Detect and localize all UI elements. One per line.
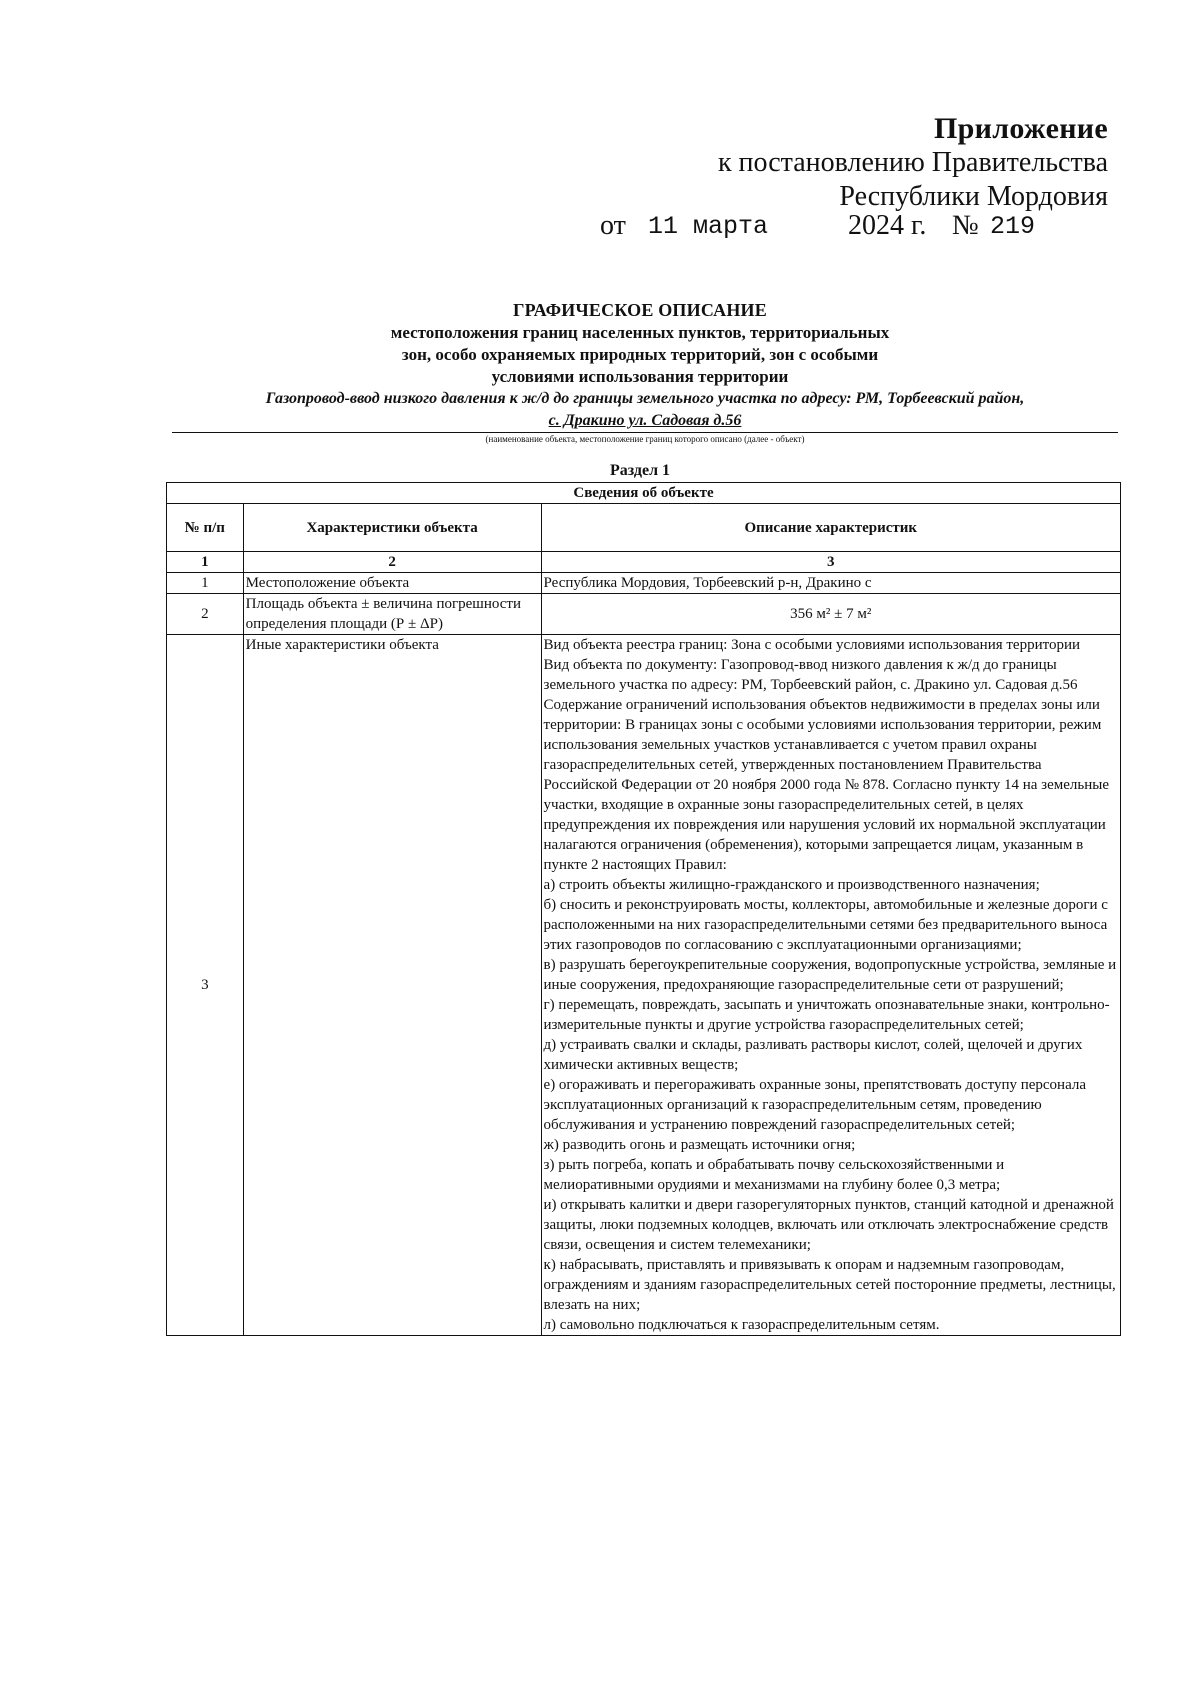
number-sign: № bbox=[952, 210, 979, 241]
object-name-line-2: с. Дракино ул. Садовая д.56 bbox=[548, 412, 742, 429]
column-number-2: 2 bbox=[243, 552, 541, 573]
row-number: 1 bbox=[167, 573, 244, 594]
row-description: Республика Мордовия, Торбеевский р-н, Дракино с bbox=[541, 573, 1120, 594]
column-number-1: 1 bbox=[167, 552, 244, 573]
decree-date-row bbox=[0, 210, 1200, 244]
object-name-underline bbox=[172, 432, 1118, 433]
restriction-item: в) разрушать берегоукрепительные сооружения, водопропускные устройства, земляные и иные сооружения, предохраняющие газораспределительные сети от разрушений; bbox=[543, 957, 1117, 993]
restriction-item: ж) разводить огонь и размещать источники огня; bbox=[543, 1137, 856, 1153]
restriction-item: з) рыть погреба, копать и обрабатывать почву сельскохозяйственными и мелиоративными орудиями и механизмами на глубину более 0,3 метра; bbox=[543, 1157, 1005, 1193]
object-name-line-1: Газопровод-ввод низкого давления к ж/д до границы земельного участка по адресу: РМ, Торбеевский район, bbox=[265, 390, 1025, 407]
document-heading bbox=[160, 298, 1120, 388]
appendix-line-1: к постановлению Правительства bbox=[717, 147, 1108, 178]
table-title: Сведения об объекте bbox=[167, 483, 1121, 504]
restriction-item: д) устраивать свалки и склады, разливать растворы кислот, солей, щелочей и других химически активных веществ; bbox=[543, 1037, 1083, 1073]
column-header-characteristic: Характеристики объекта bbox=[243, 504, 541, 552]
restriction-item: г) перемещать, повреждать, засыпать и уничтожать опознавательные знаки, контрольно-измерительные пункты и другие устройства газораспределительных сетей; bbox=[543, 997, 1110, 1033]
decree-number: 219 bbox=[990, 212, 1036, 241]
heading-subtitle-line: условиями использования территории bbox=[491, 367, 789, 386]
restriction-item: а) строить объекты жилищно-гражданского и производственного назначения; bbox=[543, 877, 1040, 893]
row-characteristic: Иные характеристики объекта bbox=[243, 635, 541, 1336]
appendix-block bbox=[718, 112, 1108, 214]
object-info-table bbox=[166, 482, 1121, 1336]
description-paragraph: Вид объекта по документу: Газопровод-ввод низкого давления к ж/д до границы земельного участка по адресу: РМ, Торбеевский район, с. Дракино ул. Садовая д.56 bbox=[543, 657, 1078, 693]
restriction-item: и) открывать калитки и двери газорегуляторных пунктов, станций катодной и дренажной защиты, люки подземных колодцев, включать или отключать электроснабжение средств связи, освещения и систем телемеханики; bbox=[543, 1197, 1114, 1253]
heading-subtitle-line: местоположения границ населенных пунктов, территориальных bbox=[390, 323, 890, 342]
row-description: 356 м² ± 7 м² bbox=[541, 594, 1120, 635]
object-name-caption: (наименование объекта, местоположение границ которого описано (далее - объект) bbox=[485, 434, 805, 444]
heading-title: ГРАФИЧЕСКОЕ ОПИСАНИЕ bbox=[513, 300, 767, 320]
row-description bbox=[541, 635, 1120, 1336]
section-label: Раздел 1 bbox=[609, 462, 671, 479]
column-header-number: № п/п bbox=[167, 504, 244, 552]
restriction-item: л) самовольно подключаться к газораспределительным сетям. bbox=[543, 1317, 940, 1333]
appendix-title: Приложение bbox=[934, 112, 1108, 145]
from-label: от bbox=[600, 210, 626, 241]
row-characteristic: Местоположение объекта bbox=[243, 573, 541, 594]
appendix-line-2: Республики Мордовия bbox=[839, 181, 1108, 212]
table-row bbox=[167, 635, 1121, 1336]
heading-subtitle-line: зон, особо охраняемых природных территорий, зон с особыми bbox=[401, 345, 879, 364]
row-characteristic: Площадь объекта ± величина погрешности определения площади (Р ± ΔР) bbox=[243, 594, 541, 635]
table-row bbox=[167, 573, 1121, 594]
object-name bbox=[170, 388, 1120, 432]
restriction-item: е) огораживать и перегораживать охранные зоны, препятствовать доступу персонала эксплуатационных организаций к газораспределительным сетям, проведению обслуживания и устранению повреждений газораспределительных сетей; bbox=[543, 1077, 1087, 1133]
column-number-3: 3 bbox=[541, 552, 1120, 573]
restriction-item: б) сносить и реконструировать мосты, коллекторы, автомобильные и железные дороги с расположенными на них газораспределительными сетями без предварительного выноса этих газопроводов по согласованию с эксплуатационными организациями; bbox=[543, 897, 1108, 953]
description-paragraph: Вид объекта реестра границ: Зона с особыми условиями использования территории bbox=[543, 637, 1081, 653]
column-header-description: Описание характеристик bbox=[541, 504, 1120, 552]
row-number: 2 bbox=[167, 594, 244, 635]
description-paragraph: Содержание ограничений использования объектов недвижимости в пределах зоны или территории: В границах зоны с особыми условиями использования территории, режим использования земельных участков устанавливается с учетом правил охраны газораспределительных сетей, утвержденных постановлением Правительства Российской Федерации от 20 ноября 2000 года № 878. Согласно пункту 14 на земельные участки, входящие в охранные зоны газораспределительных сетей, в целях предупреждения их повреждения или нарушения условий их нормальной эксплуатации налагаются ограничения (обременения), которыми запрещается лицам, указанным в пункте 2 настоящих Правил: bbox=[543, 697, 1110, 873]
decree-day-month: 11 марта bbox=[648, 212, 769, 241]
table-row bbox=[167, 594, 1121, 635]
restriction-item: к) набрасывать, приставлять и привязывать к опорам и надземным газопроводам, ограждениям и зданиям газораспределительных сетей посторонние предметы, лестницы, влезать на них; bbox=[543, 1257, 1116, 1313]
decree-year: 2024 г. bbox=[848, 210, 927, 241]
row-number: 3 bbox=[167, 635, 244, 1336]
